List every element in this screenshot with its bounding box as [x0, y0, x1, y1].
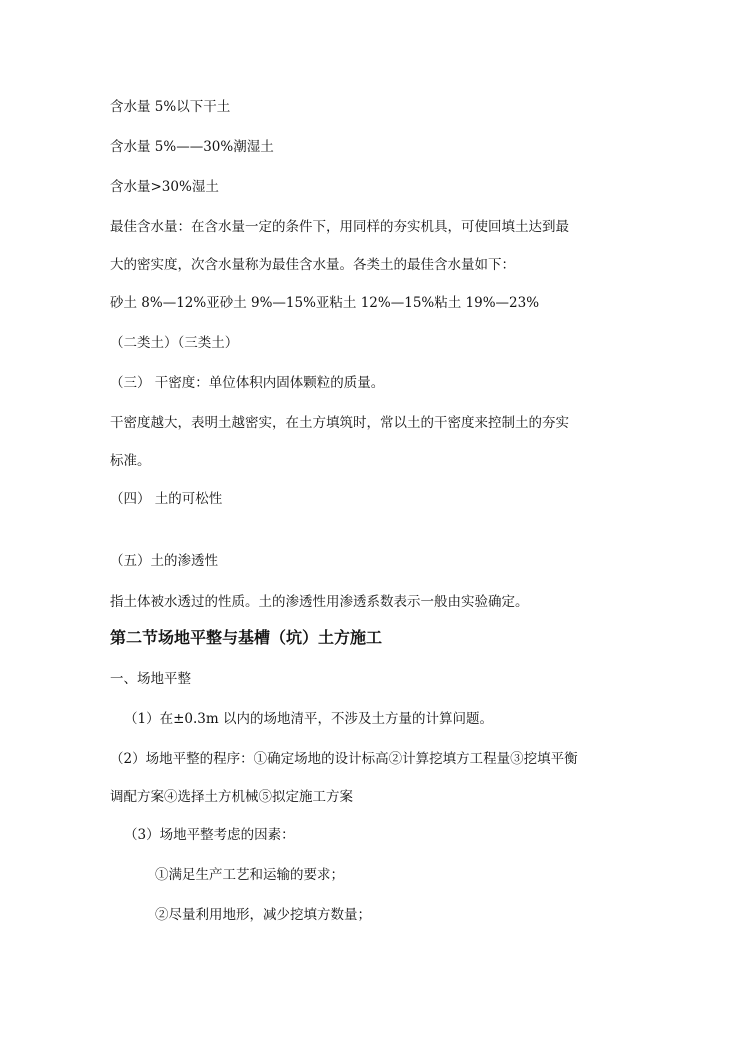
section-heading: 第二节场地平整与基槽（坑）土方施工 — [110, 628, 383, 647]
text-line: 大的密实度，次含水量称为最佳含水量。各类土的最佳含水量如下： — [110, 257, 515, 273]
text-line: （四） 土的可松性 — [110, 491, 223, 507]
text-line: （2）场地平整的程序：①确定场地的设计标高②计算挖填方工程量③挖填平衡 — [110, 751, 578, 767]
text-line: 调配方案④选择土方机械⑤拟定施工方案 — [110, 789, 353, 805]
text-line: （1）在±0.3m 以内的场地清平，不涉及土方量的计算问题。 — [124, 711, 493, 727]
text-line: 最佳含水量：在含水量一定的条件下，用同样的夯实机具，可使回填土达到最 — [110, 219, 569, 235]
text-line: ②尽量利用地形，减少挖填方数量； — [155, 907, 371, 923]
text-line: 砂土 8%—12%亚砂土 9%—15%亚粘土 12%—15%粘土 19%—23% — [110, 295, 540, 311]
text-line: （二类土）（三类土） — [110, 335, 239, 351]
text-line: 含水量>30%湿土 — [110, 179, 219, 195]
text-line: （三） 干密度：单位体积内固体颗粒的质量。 — [110, 375, 385, 391]
text-line: 指土体被水透过的性质。土的渗透性用渗透系数表示一般由实验确定。 — [110, 594, 529, 610]
text-line: 干密度越大，表明土越密实，在土方填筑时，常以土的干密度来控制土的夯实 — [110, 415, 569, 431]
text-line: 标准。 — [110, 453, 151, 469]
text-line: （3）场地平整考虑的因素： — [124, 827, 295, 843]
text-line: 含水量 5%——30%潮湿土 — [110, 139, 274, 155]
text-line: ①满足生产工艺和运输的要求； — [155, 867, 344, 883]
text-line: 一、场地平整 — [110, 671, 191, 687]
text-line: 含水量 5%以下干土 — [110, 99, 231, 115]
text-line: （五）土的渗透性 — [110, 553, 218, 569]
